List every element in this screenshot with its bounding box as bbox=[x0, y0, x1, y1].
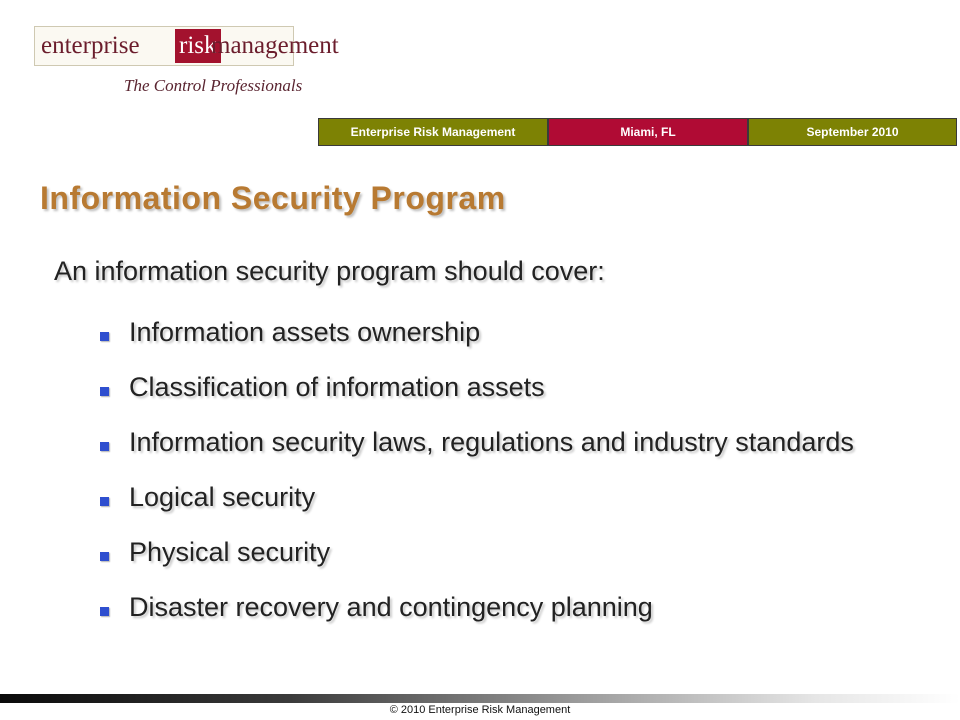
logo-frame bbox=[34, 26, 339, 66]
bullet-list bbox=[100, 316, 900, 646]
footer-gradient-bar bbox=[0, 694, 960, 703]
square-bullet-icon bbox=[100, 552, 109, 561]
list-item bbox=[100, 591, 900, 623]
square-bullet-icon bbox=[100, 442, 109, 451]
square-bullet-icon bbox=[100, 607, 109, 616]
header-tab-company: Enterprise Risk Management bbox=[318, 118, 548, 146]
square-bullet-icon bbox=[100, 497, 109, 506]
slide-intro: An information security program should cover: bbox=[54, 256, 605, 286]
square-bullet-icon bbox=[100, 332, 109, 341]
logo-tagline: The Control Professionals bbox=[124, 76, 303, 95]
header-tab-date: September 2010 bbox=[748, 118, 957, 146]
bullet-text: Classification of information assets bbox=[129, 372, 545, 402]
bullet-text: Information assets ownership bbox=[129, 317, 481, 347]
list-item bbox=[100, 481, 900, 513]
bullet-text: Disaster recovery and contingency planning bbox=[129, 592, 653, 622]
bullet-text: Information security laws, regulations and industry standards bbox=[129, 427, 854, 457]
slide-title: Information Security Program bbox=[40, 180, 506, 216]
square-bullet-icon bbox=[100, 387, 109, 396]
bullet-text: Physical security bbox=[129, 537, 331, 567]
logo-word-risk: risk bbox=[175, 29, 221, 63]
list-item bbox=[100, 426, 900, 458]
company-logo bbox=[34, 26, 339, 98]
footer-copyright: © 2010 Enterprise Risk Management bbox=[389, 704, 571, 716]
list-item bbox=[100, 371, 900, 403]
list-item bbox=[100, 316, 900, 348]
logo-word-management: management bbox=[211, 32, 339, 59]
logo-word-enterprise: enterprise bbox=[41, 32, 140, 59]
bullet-text: Logical security bbox=[129, 482, 316, 512]
header-tab-location: Miami, FL bbox=[548, 118, 748, 146]
list-item bbox=[100, 536, 900, 568]
